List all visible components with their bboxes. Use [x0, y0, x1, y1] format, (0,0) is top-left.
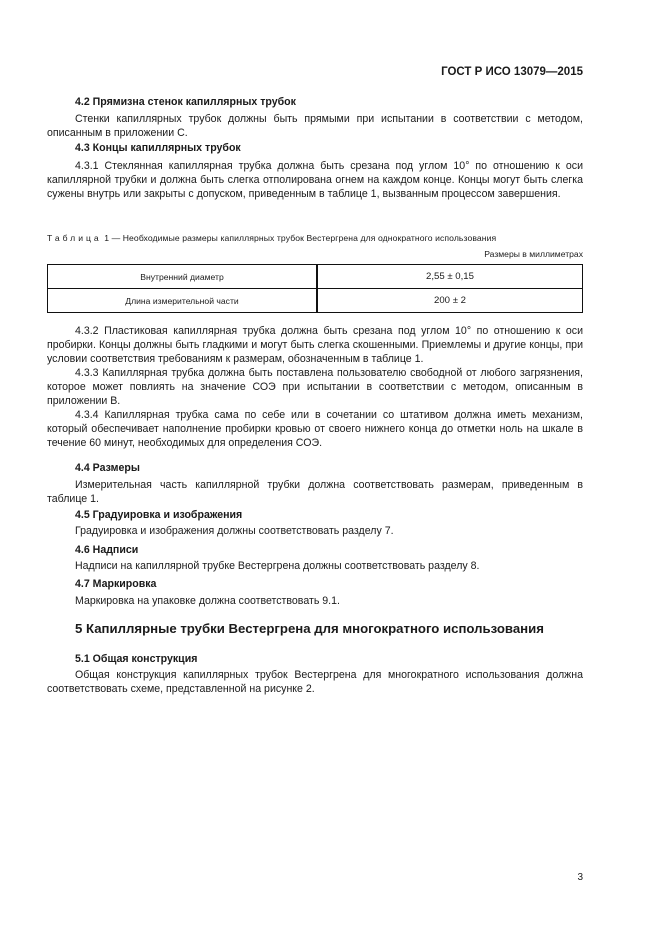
table-units: Размеры в миллиметрах [484, 249, 583, 259]
section-4-2-text: Стенки капиллярных трубок должны быть прямыми при испытании в соответствии с методом, описанным в приложении С. [47, 113, 583, 139]
section-5-heading: 5 Капиллярные трубки Вестергрена для многократного использования [75, 621, 544, 636]
page-number: 3 [577, 872, 583, 883]
section-5-1-text: Общая конструкция капиллярных трубок Вестергрена для многократного использования должна соответствовать схеме, представленной на рисунке 2. [47, 669, 583, 695]
section-4-4-text: Измерительная часть капиллярной трубки должна соответствовать размерам, приведенным в таблице 1. [47, 479, 583, 505]
section-4-2-heading: 4.2 Прямизна стенок капиллярных трубок [75, 96, 296, 108]
dimensions-table [47, 264, 583, 313]
document-header: ГОСТ Р ИСО 13079—2015 [441, 66, 583, 78]
section-4-3-heading: 4.3 Концы капиллярных трубок [75, 142, 241, 154]
table-caption-text: 1 — Необходимые размеры капиллярных трубок Вестергрена для однократного использования [104, 233, 497, 243]
paragraph-4-3-4: 4.3.4 Капиллярная трубка сама по себе или в сочетании со штативом должна иметь механизм, который обеспечивает наполнение пробирки кровью от своего нижнего конца до отметки ноль на шкале в течение 60 минут, необходимых для определения СОЭ. [47, 409, 583, 449]
section-4-7-text: Маркировка на упаковке должна соответствовать 9.1. [75, 595, 340, 607]
table-cell-value: 2,55 ± 0,15 [317, 265, 583, 289]
table-row [48, 289, 583, 313]
table-cell-name: Внутренний диаметр [48, 265, 318, 289]
paragraph-4-3-1: 4.3.1 Стеклянная капиллярная трубка должна быть срезана под углом 10° по отношению к оси капиллярной трубки и должна быть слегка отполирована огнем на каждом конце. Концы могут быть слегка сужены внутрь или закрыты с допуском, приведенным в таблице 1, вызванным процессом завершения. [47, 160, 583, 200]
section-4-5-heading: 4.5 Градуировка и изображения [75, 509, 243, 521]
table-label: Таблица [47, 233, 102, 243]
section-4-4-heading: 4.4 Размеры [75, 462, 140, 474]
section-5-1-heading: 5.1 Общая конструкция [75, 653, 198, 665]
paragraph-4-3-3: 4.3.3 Капиллярная трубка должна быть поставлена пользователю свободной от любого загрязнения, которое может повлиять на значение СОЭ при испытании в соответствии с методом, описанным в приложении В. [47, 367, 583, 407]
table-cell-name: Длина измерительной части [48, 289, 318, 313]
paragraph-4-3-2: 4.3.2 Пластиковая капиллярная трубка должна быть срезана под углом 10° по отношению к оси пробирки. Концы должны быть гладкими и могут быть слегка скошенными. Приемлемы и другие концы, при условии соответствия требованиям к размерам, обозначенным в таблице 1. [47, 325, 583, 365]
section-4-5-text: Градуировка и изображения должны соответствовать разделу 7. [75, 525, 394, 537]
section-4-6-text: Надписи на капиллярной трубке Вестергрена должны соответствовать разделу 8. [75, 560, 480, 572]
table-cell-value: 200 ± 2 [317, 289, 583, 313]
table-row [48, 265, 583, 289]
section-4-7-heading: 4.7 Маркировка [75, 578, 157, 590]
section-4-6-heading: 4.6 Надписи [75, 544, 139, 556]
table-caption [47, 231, 583, 245]
